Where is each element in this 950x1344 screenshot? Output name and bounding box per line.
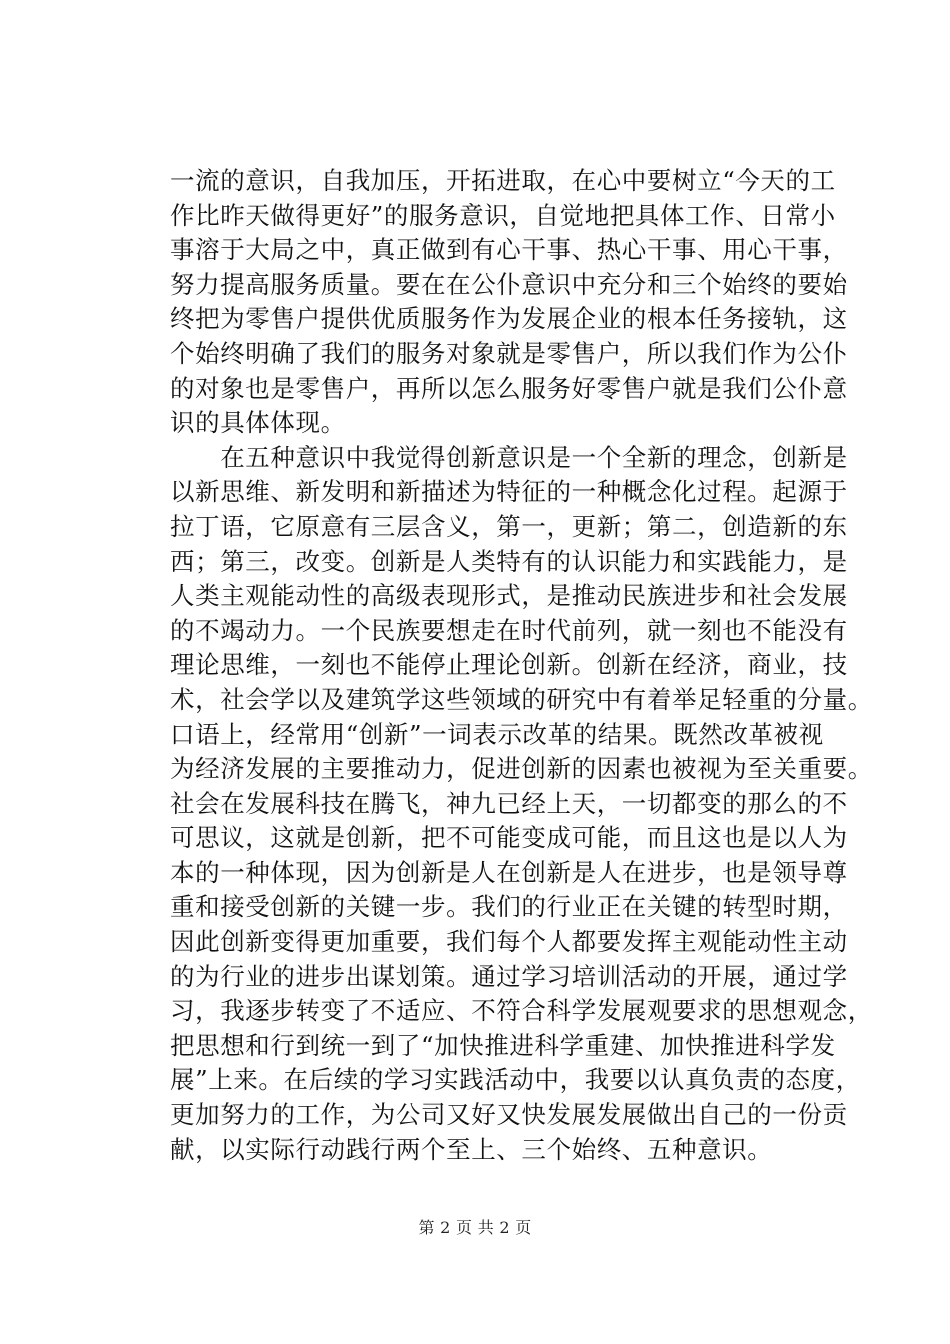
text-line: 献，以实际行动践行两个至上、三个始终、五种意识。 (170, 1134, 773, 1164)
text-line: 一流的意识，自我加压，开拓进取，在心中要树立“今天的工 (170, 166, 836, 195)
text-line: 重和接受创新的关键一步。我们的行业正在关键的转型时期， (170, 892, 848, 922)
text-line: 可思议，这就是创新，把不可能变成可能，而且这也是以人为 (170, 823, 848, 853)
text-line: 以新思维、新发明和新描述为特征的一种概念化过程。起源于 (170, 477, 848, 507)
text-line: 习，我逐步转变了不适应、不符合科学发展观要求的思想观念， (170, 996, 873, 1026)
text-line: 拉丁语，它原意有三层含义，第一，更新；第二，创造新的东 (170, 511, 848, 541)
text-line: 个始终明确了我们的服务对象就是零售户，所以我们作为公仆 (170, 338, 848, 368)
text-line: 更加努力的工作，为公司又好又快发展发展做出自己的一份贡 (170, 1100, 848, 1130)
text-line: 因此创新变得更加重要，我们每个人都要发挥主观能动性主动 (170, 927, 848, 957)
text-line: 努力提高服务质量。要在在公仆意识中充分和三个始终的要始 (170, 269, 848, 299)
text-line: 社会在发展科技在腾飞，神九已经上天，一切都变的那么的不 (170, 788, 848, 818)
text-line: 本的一种体现，因为创新是人在创新是人在进步，也是领导尊 (170, 857, 848, 887)
text-line: 作比昨天做得更好”的服务意识，自觉地把具体工作、日常小 (170, 200, 836, 230)
text-line: 理论思维，一刻也不能停止理论创新。创新在经济，商业，技 (170, 650, 848, 680)
text-line: 的不竭动力。一个民族要想走在时代前列，就一刻也不能没有 (170, 615, 848, 645)
body-text (170, 164, 873, 1167)
text-line: 事溶于大局之中，真正做到有心干事、热心干事、用心干事， (170, 235, 848, 265)
text-line: 识的具体体现。 (170, 408, 346, 438)
page-number-footer: 第 2 页 共 2 页 (418, 1218, 532, 1237)
text-line: 在五种意识中我觉得创新意识是一个全新的理念，创新是 (170, 442, 848, 472)
text-line: 的对象也是零售户，再所以怎么服务好零售户就是我们公仆意 (170, 373, 848, 403)
text-line: 的为行业的进步出谋划策。通过学习培训活动的开展，通过学 (170, 961, 848, 991)
text-line: 把思想和行到统一到了“加快推进科学重建、加快推进科学发 (170, 1030, 836, 1060)
text-line: 终把为零售户提供优质服务作为发展企业的根本任务接轨，这 (170, 304, 848, 334)
text-line: 西；第三，改变。创新是人类特有的认识能力和实践能力，是 (170, 546, 848, 576)
text-line: 人类主观能动性的高级表现形式，是推动民族进步和社会发展 (170, 581, 848, 611)
text-line: 为经济发展的主要推动力，促进创新的因素也被视为至关重要。 (170, 754, 873, 784)
text-line: 口语上，经常用“创新”一词表示改革的结果。既然改革被视 (170, 719, 824, 749)
text-line: 术，社会学以及建筑学这些领域的研究中有着举足轻重的分量。 (170, 684, 873, 714)
text-line: 展”上来。在后续的学习实践活动中，我要以认真负责的态度， (170, 1065, 861, 1095)
